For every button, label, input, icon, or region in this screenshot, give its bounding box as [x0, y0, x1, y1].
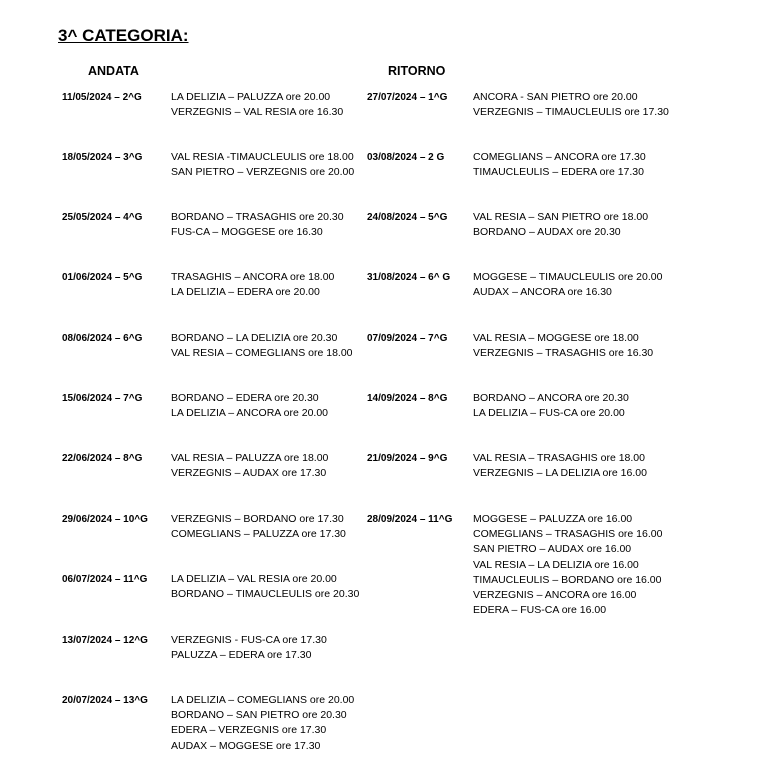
match-line: LA DELIZIA – COMEGLIANS ore 20.00 [171, 694, 355, 706]
match-line: VAL RESIA – TRASAGHIS ore 18.00 [473, 452, 645, 464]
round-date: 21/09/2024 – 9^G [367, 453, 448, 464]
match-line: VERZEGNIS – TIMAUCLEULIS ore 17.30 [473, 106, 669, 119]
match-line: VAL RESIA – MOGGESE ore 18.00 [473, 332, 639, 344]
round-matches [473, 393, 629, 423]
round-matches [473, 152, 646, 182]
match-line: LA DELIZIA – PALUZZA ore 20.00 [171, 91, 331, 103]
match-line: BORDANO – ANCORA ore 20.30 [473, 392, 629, 404]
round-matches [171, 92, 343, 122]
round-matches [171, 574, 359, 604]
match-line: VERZEGNIS – VAL RESIA ore 16.30 [171, 106, 344, 119]
match-line: COMEGLIANS – PALUZZA ore 17.30 [171, 528, 346, 541]
match-line: TIMAUCLEULIS – BORDANO ore 16.00 [473, 573, 662, 586]
round-date: 18/05/2024 – 3^G [62, 152, 143, 163]
match-line: EDERA – FUS-CA ore 16.00 [473, 604, 607, 617]
round-matches [171, 695, 354, 756]
round-matches [473, 212, 648, 242]
match-line: VERZEGNIS – AUDAX ore 17.30 [171, 467, 327, 480]
match-line: AUDAX – MOGGESE ore 17.30 [171, 739, 321, 752]
match-line: TIMAUCLEULIS – EDERA ore 17.30 [473, 166, 644, 179]
match-line: TRASAGHIS – ANCORA ore 18.00 [171, 271, 335, 283]
match-line: SAN PIETRO – VERZEGNIS ore 20.00 [171, 166, 355, 179]
round-date: 25/05/2024 – 4^G [62, 212, 143, 223]
round-matches [171, 272, 334, 302]
round-date: 29/06/2024 – 10^G [62, 514, 148, 525]
match-line: SAN PIETRO – AUDAX ore 16.00 [473, 543, 632, 556]
round-date: 11/05/2024 – 2^G [62, 92, 142, 103]
round-matches [171, 212, 344, 242]
round-matches [171, 514, 346, 544]
ritorno-heading: RITORNO [388, 64, 446, 78]
match-line: BORDANO – SAN PIETRO ore 20.30 [171, 709, 347, 722]
match-line: VAL RESIA – SAN PIETRO ore 18.00 [473, 211, 649, 223]
round-date: 13/07/2024 – 12^G [62, 635, 148, 646]
match-line: ANCORA - SAN PIETRO ore 20.00 [473, 91, 638, 103]
round-date: 31/08/2024 – 6^ G [367, 272, 451, 283]
match-line: VERZEGNIS – ANCORA ore 16.00 [473, 589, 637, 602]
match-line: PALUZZA – EDERA ore 17.30 [171, 649, 312, 662]
match-line: AUDAX – ANCORA ore 16.30 [473, 286, 612, 299]
round-matches [473, 514, 662, 620]
round-matches [473, 333, 653, 363]
round-date: 06/07/2024 – 11^G [62, 574, 148, 585]
match-line: LA DELIZIA – VAL RESIA ore 20.00 [171, 573, 337, 585]
round-matches [473, 272, 662, 302]
match-line: VAL RESIA – PALUZZA ore 18.00 [171, 452, 329, 464]
match-line: VAL RESIA -TIMAUCLEULIS ore 18.00 [171, 151, 354, 163]
match-line: EDERA – VERZEGNIS ore 17.30 [171, 724, 327, 737]
match-line: MOGGESE – PALUZZA ore 16.00 [473, 513, 633, 525]
match-line: BORDANO – TRASAGHIS ore 20.30 [171, 211, 344, 223]
match-line: COMEGLIANS – TRASAGHIS ore 16.00 [473, 528, 663, 541]
round-date: 14/09/2024 – 8^G [367, 393, 448, 404]
round-date: 24/08/2024 – 5^G [367, 212, 448, 223]
round-matches [473, 92, 669, 122]
match-line: VERZEGNIS – BORDANO ore 17.30 [171, 513, 344, 525]
round-matches [171, 635, 327, 665]
match-line: FUS-CA – MOGGESE ore 16.30 [171, 226, 323, 239]
match-line: LA DELIZIA – ANCORA ore 20.00 [171, 407, 329, 420]
round-date: 07/09/2024 – 7^G [367, 333, 448, 344]
match-line: VAL RESIA – COMEGLIANS ore 18.00 [171, 347, 353, 360]
andata-heading: ANDATA [88, 64, 139, 78]
match-line: COMEGLIANS – ANCORA ore 17.30 [473, 151, 646, 163]
round-date: 27/07/2024 – 1^G [367, 92, 448, 103]
match-line: VAL RESIA – LA DELIZIA ore 16.00 [473, 558, 639, 571]
round-date: 15/06/2024 – 7^G [62, 393, 143, 404]
page-title: 3^ CATEGORIA: [58, 26, 189, 45]
round-date: 20/07/2024 – 13^G [62, 695, 148, 706]
round-matches [171, 152, 354, 182]
match-line: VERZEGNIS – LA DELIZIA ore 16.00 [473, 467, 647, 480]
match-line: VERZEGNIS – TRASAGHIS ore 16.30 [473, 347, 654, 360]
round-date: 28/09/2024 – 11^G [367, 514, 453, 525]
round-matches [473, 453, 647, 483]
round-date: 22/06/2024 – 8^G [62, 453, 143, 464]
match-line: BORDANO – AUDAX ore 20.30 [473, 226, 621, 239]
match-line: LA DELIZIA – EDERA ore 20.00 [171, 286, 320, 299]
round-date: 08/06/2024 – 6^G [62, 333, 143, 344]
round-date: 03/08/2024 – 2 G [367, 152, 445, 163]
match-line: BORDANO – TIMAUCLEULIS ore 20.30 [171, 588, 360, 601]
round-matches [171, 333, 353, 363]
match-line: LA DELIZIA – FUS-CA ore 20.00 [473, 407, 625, 420]
round-date: 01/06/2024 – 5^G [62, 272, 143, 283]
match-line: MOGGESE – TIMAUCLEULIS ore 20.00 [473, 271, 663, 283]
round-matches [171, 393, 328, 423]
match-line: VERZEGNIS - FUS-CA ore 17.30 [171, 634, 327, 646]
match-line: BORDANO – EDERA ore 20.30 [171, 392, 319, 404]
match-line: BORDANO – LA DELIZIA ore 20.30 [171, 332, 338, 344]
round-matches [171, 453, 328, 483]
